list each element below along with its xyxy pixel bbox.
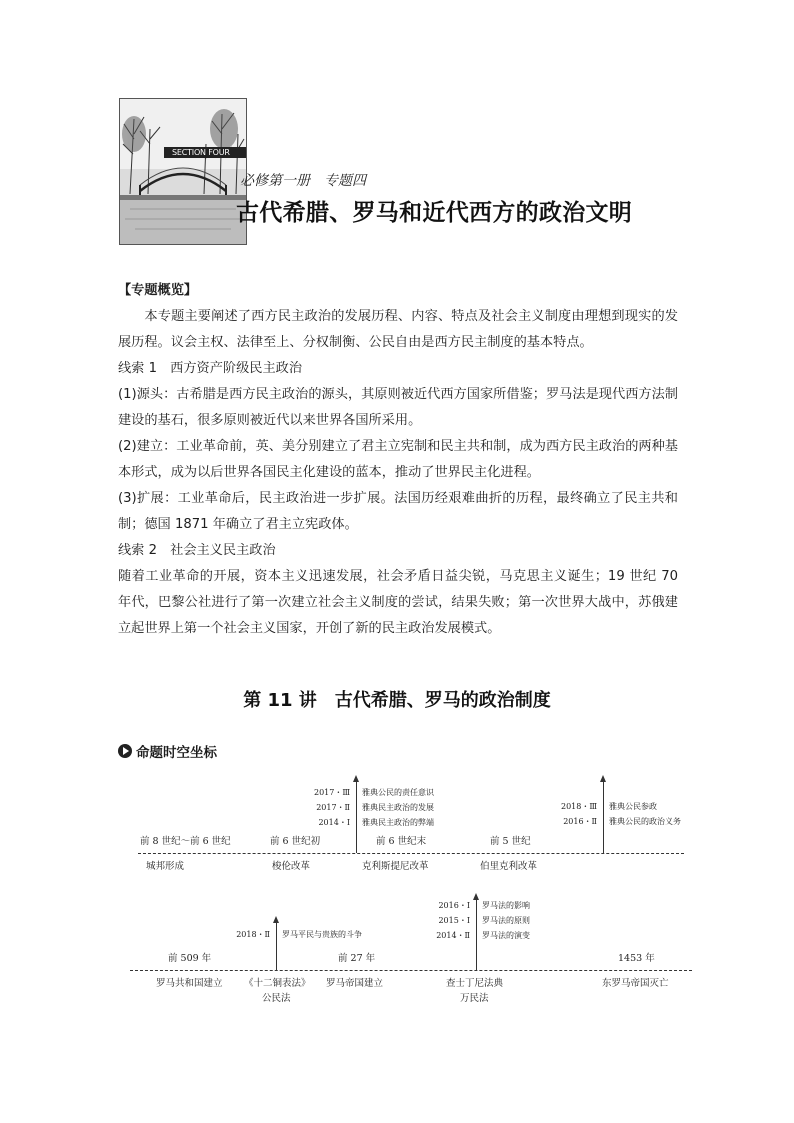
clue2-text: 随着工业革命的开展，资本主义迅速发展，社会矛盾日益尖锐，马克思主义诞生；19 世纪 70 年代，巴黎公社进行了第一次建立社会主义制度的尝试，结果失败；第一次世界大战中，苏俄建立起世界上第一个社会主义国家，开创了新的民主政治发展模式。 xyxy=(118,569,678,636)
exam-year: 2017・Ⅲ xyxy=(314,788,351,797)
clue1-item: (1)源头：古希腊是西方民主政治的源头，其原则被近代西方国家所借鉴；罗马法是现代西方法制建设的基石，很多原则被近代以来世界各国所采用。 xyxy=(118,387,678,428)
section-tag: SECTION FOUR xyxy=(164,147,247,158)
timeline-axis xyxy=(138,853,684,854)
clue1-item: (3)扩展：工业革命后，民主政治进一步扩展。法国历经艰难曲折的历程，最终确立了民主共和制；德国 1871 年确立了君主立宪政体。 xyxy=(118,491,678,532)
event-label: 伯里克利改革 xyxy=(480,861,538,872)
exam-topic: 罗马法的演变 xyxy=(482,931,530,940)
cover-photo xyxy=(119,98,247,245)
exam-topic: 雅典公民参政 xyxy=(609,802,657,811)
bridge-canal-photo xyxy=(120,99,246,244)
period-label: 前 509 年 xyxy=(168,953,212,964)
exam-year: 2014・Ⅱ xyxy=(436,931,470,940)
exam-years xyxy=(234,927,270,942)
exam-years xyxy=(434,898,470,943)
exam-year: 2015・Ⅰ xyxy=(438,916,470,925)
period-label: 前 27 年 xyxy=(338,953,376,964)
exam-year: 2016・Ⅱ xyxy=(563,817,597,826)
header-title: 古代希腊、罗马和近代西方的政治文明 xyxy=(236,200,633,226)
exam-arrow-line xyxy=(356,781,357,853)
exam-year: 2018・Ⅲ xyxy=(561,802,598,811)
exam-arrow-line xyxy=(603,781,604,853)
exam-years xyxy=(561,799,597,829)
overview-intro: 本专题主要阐述了西方民主政治的发展历程、内容、特点及社会主义制度由理想到现实的发展历程。议会主权、法律至上、分权制衡、公民自由是西方民主制度的基本特点。 xyxy=(118,309,678,350)
exam-topic: 雅典公民的政治义务 xyxy=(609,817,681,826)
exam-topics xyxy=(282,927,362,942)
event-label: 罗马帝国建立 xyxy=(326,978,384,989)
exam-topic: 罗马法的影响 xyxy=(482,901,530,910)
exam-year: 2017・Ⅱ xyxy=(316,803,350,812)
event-label: 东罗马帝国灭亡 xyxy=(602,978,669,989)
exam-topics xyxy=(482,898,530,943)
period-label: 前 6 世纪末 xyxy=(376,836,427,847)
exam-topic: 雅典民主政治的弊端 xyxy=(362,818,434,827)
exam-years xyxy=(314,785,350,830)
period-label: 前 5 世纪 xyxy=(490,836,531,847)
header-subtitle: 必修第一册 专题四 xyxy=(240,173,366,189)
exam-year: 2016・Ⅰ xyxy=(438,901,470,910)
exam-topics xyxy=(362,785,434,830)
exam-topic: 雅典民主政治的发展 xyxy=(362,803,434,812)
coord-title-text: 命题时空坐标 xyxy=(136,745,217,761)
timeline-axis xyxy=(130,970,692,971)
lecture-title: 第 11 讲 古代希腊、罗马的政治制度 xyxy=(243,690,551,711)
event-label: 罗马共和国建立 xyxy=(156,978,223,989)
exam-year: 2014・Ⅰ xyxy=(318,818,350,827)
event-label: 《十二铜表法》 xyxy=(244,978,311,989)
event-label: 城邦形成 xyxy=(146,861,185,872)
clue1-title: 线索 1 西方资产阶级民主政治 xyxy=(118,361,303,376)
period-label: 前 8 世纪～前 6 世纪 xyxy=(140,836,231,847)
overview-label: 【专题概览】 xyxy=(118,283,198,298)
exam-topic: 雅典公民的责任意识 xyxy=(362,788,434,797)
event-label: 查士丁尼法典 xyxy=(446,978,504,989)
exam-arrow-line xyxy=(276,922,277,970)
clue2-title: 线索 2 社会主义民主政治 xyxy=(118,543,276,558)
event-label: 梭伦改革 xyxy=(272,861,311,872)
exam-arrow-line xyxy=(476,899,477,970)
exam-topics xyxy=(609,799,681,829)
event-label: 克利斯提尼改革 xyxy=(362,861,429,872)
arrow-up-icon xyxy=(353,775,359,782)
period-label: 1453 年 xyxy=(618,953,655,964)
play-circle-icon xyxy=(118,744,132,758)
sub-event-label: 万民法 xyxy=(460,993,489,1004)
exam-topic: 罗马平民与贵族的斗争 xyxy=(282,930,362,939)
sub-event-label: 公民法 xyxy=(262,993,291,1004)
arrow-up-icon xyxy=(600,775,606,782)
arrow-up-icon xyxy=(473,893,479,900)
clue1-item: (2)建立：工业革命前，英、美分别建立了君主立宪制和民主共和制，成为西方民主政治的两种基本形式，成为以后世界各国民主化建设的蓝本，推动了世界民主化进程。 xyxy=(118,439,678,480)
exam-topic: 罗马法的原则 xyxy=(482,916,530,925)
coord-title xyxy=(118,741,217,761)
overview-body xyxy=(118,304,678,642)
period-label: 前 6 世纪初 xyxy=(270,836,321,847)
arrow-up-icon xyxy=(273,916,279,923)
exam-year: 2018・Ⅱ xyxy=(236,930,270,939)
